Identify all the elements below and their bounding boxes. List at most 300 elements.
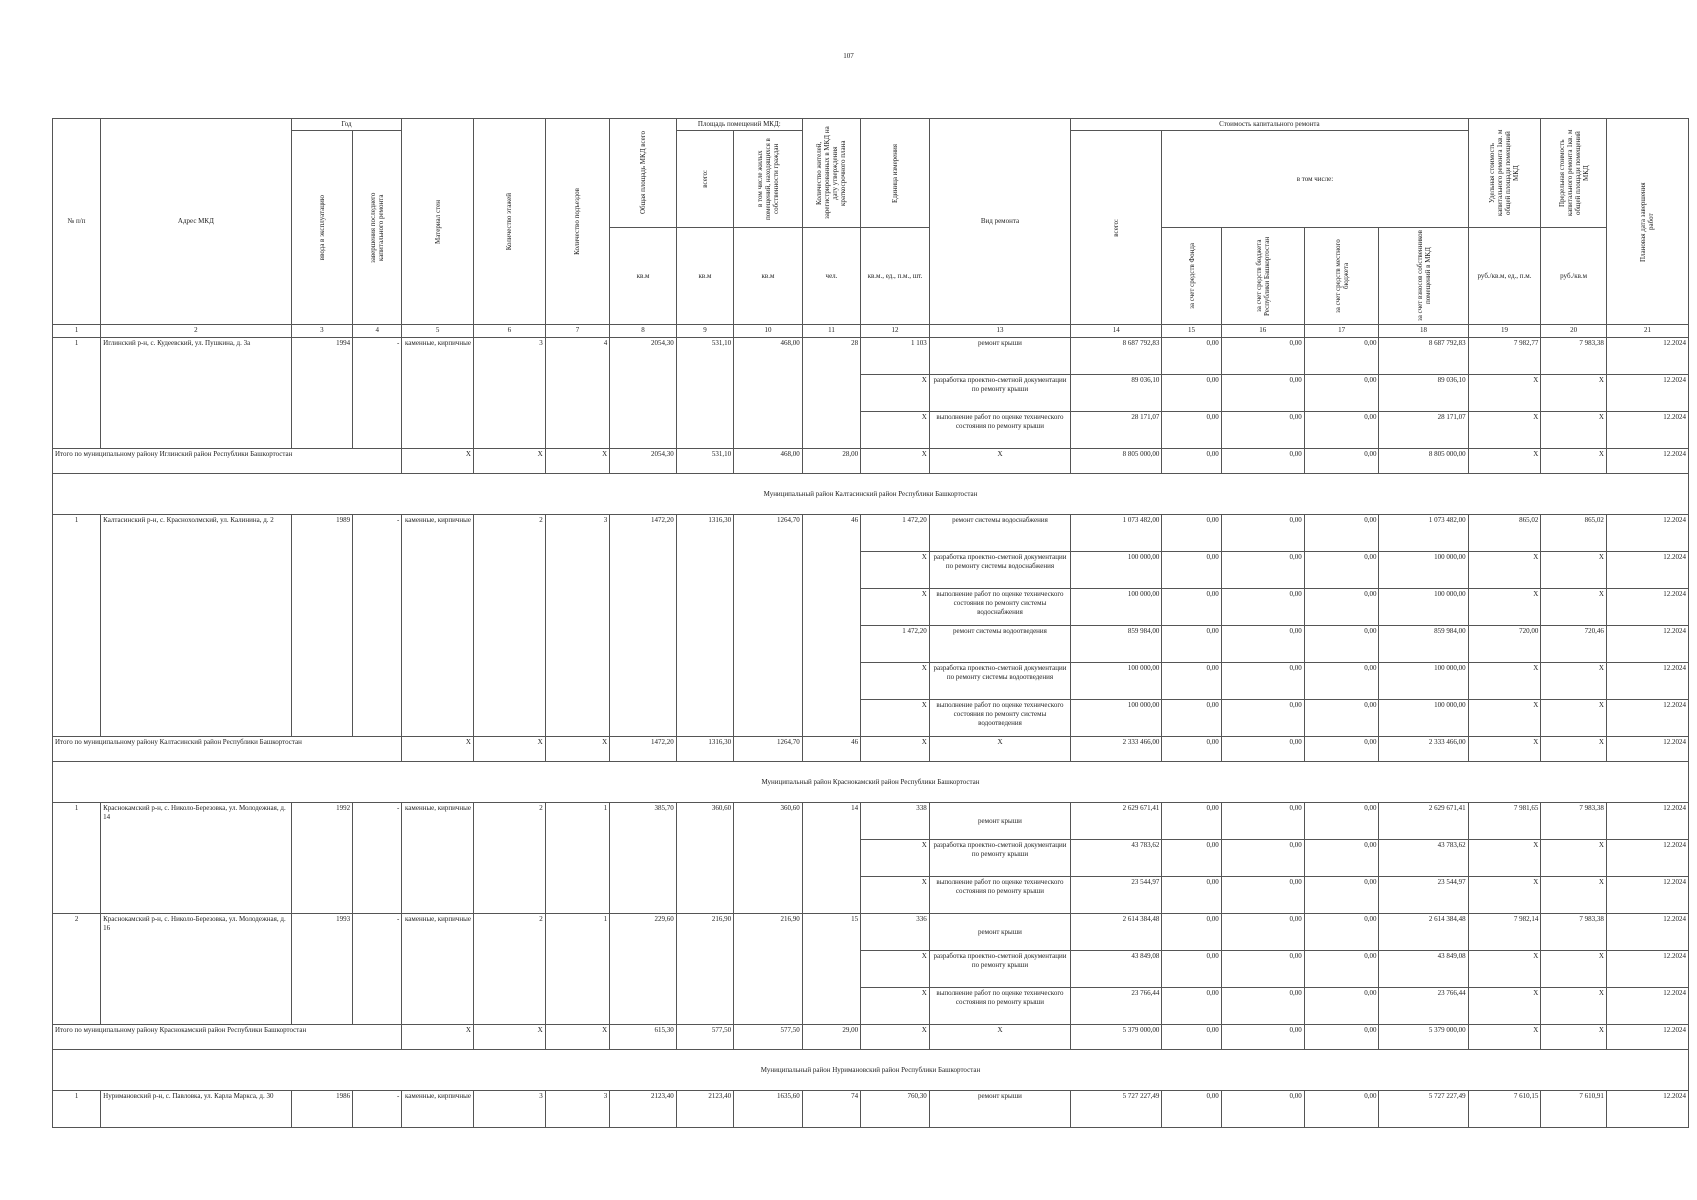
total-label: Итого по муниципальному району Иглинский район Республики Башкортостан [53, 449, 402, 474]
date-cell: 12.2024 [1606, 914, 1688, 951]
premises-cell: 531,10 [676, 338, 733, 449]
total-residents: 28,00 [802, 449, 860, 474]
year-cell: 1993 [291, 914, 352, 1025]
header-work-type: Вид ремонта [929, 119, 1070, 325]
residents-cell: 46 [802, 515, 860, 737]
cost-fund-cell: 0,00 [1162, 914, 1221, 951]
total-area: 1472,20 [610, 737, 677, 762]
unit-cost-cell: 720,00 [1468, 626, 1541, 663]
cost-local-cell: 0,00 [1304, 877, 1379, 914]
last-repair-cell: - [353, 914, 402, 1025]
date-cell: 12.2024 [1606, 663, 1688, 700]
unit-cost-cell: Х [1468, 700, 1541, 737]
col-number: 5 [402, 325, 474, 338]
floors-cell: 3 [473, 1091, 545, 1128]
col-number: 4 [353, 325, 402, 338]
cost-cell: 89 036,10 [1071, 375, 1162, 412]
total-unit-cost: Х [1468, 737, 1541, 762]
header-max-cost: Предельная стоимость капитального ремонта 1кв. м общей площади помещений МКД [1541, 119, 1607, 228]
residents-cell: 28 [802, 338, 860, 449]
capital-repair-table [52, 118, 1689, 1128]
header-floors: Количество этажей [473, 119, 545, 325]
total-cost-republic: 0,00 [1221, 449, 1304, 474]
total-max-cost: Х [1541, 449, 1607, 474]
total-cost-fund: 0,00 [1162, 737, 1221, 762]
unit-cell: кв.м [676, 228, 733, 325]
cost-republic-cell: 0,00 [1221, 375, 1304, 412]
total-residential: 577,50 [734, 1025, 803, 1050]
work-type-cell: выполнение работ по оценке технического состояния по ремонту системы водоотведения [929, 700, 1070, 737]
cost-local-cell: 0,00 [1304, 803, 1379, 840]
total-unit: Х [861, 449, 930, 474]
cost-cell: 23 766,44 [1071, 988, 1162, 1025]
work-type-cell: ремонт крыши [929, 803, 1070, 840]
total-max-cost: Х [1541, 1025, 1607, 1050]
total-cost-local: 0,00 [1304, 449, 1379, 474]
cost-republic-cell: 0,00 [1221, 988, 1304, 1025]
total-floors: Х [473, 449, 545, 474]
header-year-last-repair: завершения последнего капитального ремонта [353, 131, 402, 325]
unit-cell: Х [861, 663, 930, 700]
cost-cell: 859 984,00 [1071, 626, 1162, 663]
page-number: 107 [843, 52, 854, 60]
total-label: Итого по муниципальному району Краснокамский район Республики Башкортостан [53, 1025, 402, 1050]
total-entrances: Х [545, 449, 610, 474]
date-cell: 12.2024 [1606, 589, 1688, 626]
header-unit-cost: Удельная стоимость капитального ремонта 1кв. м общей площади помещений МКД [1468, 119, 1541, 228]
cost-fund-cell: 0,00 [1162, 412, 1221, 449]
cost-cell: 5 727 227,49 [1071, 1091, 1162, 1128]
row-number: 1 [53, 515, 101, 737]
cost-fund-cell: 0,00 [1162, 840, 1221, 877]
total-entrances: Х [545, 737, 610, 762]
total-cost-fund: 0,00 [1162, 1025, 1221, 1050]
row-number: 1 [53, 803, 101, 914]
col-number: 6 [473, 325, 545, 338]
unit-cell: Х [861, 951, 930, 988]
unit-cell: чел. [802, 228, 860, 325]
cost-owners-cell: 23 544,97 [1379, 877, 1468, 914]
cost-owners-cell: 100 000,00 [1379, 589, 1468, 626]
col-number: 16 [1221, 325, 1304, 338]
cost-owners-cell: 43 849,08 [1379, 951, 1468, 988]
cost-owners-cell: 100 000,00 [1379, 700, 1468, 737]
residential-cell: 360,60 [734, 803, 803, 914]
work-type-cell: разработка проектно-сметной документации по ремонту системы водоснабжения [929, 552, 1070, 589]
total-floors: Х [473, 1025, 545, 1050]
work-type-cell: выполнение работ по оценке технического состояния по ремонту крыши [929, 988, 1070, 1025]
header-cost-local: за счет средств местного бюджета [1304, 228, 1379, 325]
cost-local-cell: 0,00 [1304, 589, 1379, 626]
col-number: 3 [291, 325, 352, 338]
unit-cell: Х [861, 840, 930, 877]
cost-cell: 100 000,00 [1071, 589, 1162, 626]
max-cost-cell: 865,02 [1541, 515, 1607, 552]
total-premises: 1316,30 [676, 737, 733, 762]
header-total-area: Общая площадь МКД всего [610, 119, 677, 228]
unit-cell: Х [861, 589, 930, 626]
total-max-cost: Х [1541, 737, 1607, 762]
cost-cell: 8 687 792,83 [1071, 338, 1162, 375]
cost-local-cell: 0,00 [1304, 700, 1379, 737]
table-row [53, 803, 1689, 840]
floors-cell: 3 [473, 338, 545, 449]
unit-cell: 1 103 [861, 338, 930, 375]
unit-cell: Х [861, 375, 930, 412]
unit-cost-cell: Х [1468, 877, 1541, 914]
header-cost-fund: за счет средств Фонда [1162, 228, 1221, 325]
unit-cost-cell: Х [1468, 951, 1541, 988]
cost-cell: 43 783,62 [1071, 840, 1162, 877]
table-row [53, 1091, 1689, 1128]
cost-cell: 23 544,97 [1071, 877, 1162, 914]
address-cell: Иглинский р-н, с. Кудеевский, ул. Пушкина, д. 3а [101, 338, 292, 449]
total-cost-local: 0,00 [1304, 1025, 1379, 1050]
max-cost-cell: Х [1541, 988, 1607, 1025]
unit-cell: Х [861, 700, 930, 737]
material-cell: каменные, кирпичные [402, 1091, 474, 1128]
cost-local-cell: 0,00 [1304, 375, 1379, 412]
total-cost: 5 379 000,00 [1071, 1025, 1162, 1050]
work-type-cell: разработка проектно-сметной документации по ремонту крыши [929, 951, 1070, 988]
cost-owners-cell: 100 000,00 [1379, 552, 1468, 589]
header-material: Материал стен [402, 119, 474, 325]
address-cell: Краснокамский р-н, с. Николо-Березовка, ул. Молодежная, д. 16 [101, 914, 292, 1025]
residents-cell: 14 [802, 803, 860, 914]
unit-cell: кв.м., ед., п.м., шт. [861, 228, 930, 325]
section-row [53, 762, 1689, 803]
total-area: 615,30 [610, 1025, 677, 1050]
total-cost-owners: 2 333 466,00 [1379, 737, 1468, 762]
header-residents: Количество жителей, зарегистрированных в МКД на дату утверждения краткосрочного плана [802, 119, 860, 228]
unit-cell: 336 [861, 914, 930, 951]
cost-local-cell: 0,00 [1304, 412, 1379, 449]
total-unit-cost: Х [1468, 1025, 1541, 1050]
col-number: 18 [1379, 325, 1468, 338]
total-cost-owners: 8 805 000,00 [1379, 449, 1468, 474]
total-row [53, 737, 1689, 762]
header-year-commission: ввода в эксплуатацию [291, 131, 352, 325]
total-date: 12.2024 [1606, 737, 1688, 762]
work-type-cell: ремонт системы водоотведения [929, 626, 1070, 663]
residential-cell: 468,00 [734, 338, 803, 449]
unit-cell: 338 [861, 803, 930, 840]
date-cell: 12.2024 [1606, 1091, 1688, 1128]
cost-owners-cell: 89 036,10 [1379, 375, 1468, 412]
material-cell: каменные, кирпичные [402, 515, 474, 737]
total-entrances: Х [545, 1025, 610, 1050]
cost-fund-cell: 0,00 [1162, 375, 1221, 412]
header-unit: Единица измерения [861, 119, 930, 228]
header-premises-total: всего: [676, 131, 733, 228]
cost-local-cell: 0,00 [1304, 515, 1379, 552]
header-address: Адрес МКД [101, 119, 292, 325]
cost-cell: 28 171,07 [1071, 412, 1162, 449]
material-cell: каменные, кирпичные [402, 803, 474, 914]
cost-fund-cell: 0,00 [1162, 700, 1221, 737]
cost-owners-cell: 23 766,44 [1379, 988, 1468, 1025]
col-number: 14 [1071, 325, 1162, 338]
cost-republic-cell: 0,00 [1221, 552, 1304, 589]
cost-fund-cell: 0,00 [1162, 663, 1221, 700]
unit-cost-cell: 7 982,77 [1468, 338, 1541, 375]
unit-cost-cell: Х [1468, 840, 1541, 877]
total-work-type: Х [929, 737, 1070, 762]
date-cell: 12.2024 [1606, 803, 1688, 840]
total-row [53, 449, 1689, 474]
unit-cost-cell: Х [1468, 552, 1541, 589]
last-repair-cell: - [353, 1091, 402, 1128]
max-cost-cell: Х [1541, 552, 1607, 589]
premises-cell: 216,90 [676, 914, 733, 1025]
unit-cost-cell: 865,02 [1468, 515, 1541, 552]
unit-cost-cell: 7 981,65 [1468, 803, 1541, 840]
residents-cell: 15 [802, 914, 860, 1025]
date-cell: 12.2024 [1606, 840, 1688, 877]
cost-fund-cell: 0,00 [1162, 877, 1221, 914]
total-unit: Х [861, 1025, 930, 1050]
header-premises-residential: в том числе жилых помещений, находящихся в собственности граждан [734, 131, 803, 228]
cost-local-cell: 0,00 [1304, 626, 1379, 663]
area-cell: 2123,40 [610, 1091, 677, 1128]
col-number: 11 [802, 325, 860, 338]
area-cell: 229,60 [610, 914, 677, 1025]
col-number: 10 [734, 325, 803, 338]
cost-owners-cell: 2 614 384,48 [1379, 914, 1468, 951]
total-residents: 46 [802, 737, 860, 762]
cost-owners-cell: 100 000,00 [1379, 663, 1468, 700]
total-work-type: Х [929, 1025, 1070, 1050]
address-cell: Нуримановский р-н, с. Павловка, ул. Карла Маркса, д. 30 [101, 1091, 292, 1128]
total-floors: Х [473, 737, 545, 762]
max-cost-cell: 7 983,38 [1541, 338, 1607, 375]
max-cost-cell: Х [1541, 589, 1607, 626]
col-number: 9 [676, 325, 733, 338]
total-unit-cost: Х [1468, 449, 1541, 474]
col-number: 8 [610, 325, 677, 338]
unit-cell: кв.м [734, 228, 803, 325]
cost-local-cell: 0,00 [1304, 338, 1379, 375]
date-cell: 12.2024 [1606, 412, 1688, 449]
year-cell: 1994 [291, 338, 352, 449]
residential-cell: 216,90 [734, 914, 803, 1025]
table-row [53, 515, 1689, 552]
work-type-cell: разработка проектно-сметной документации по ремонту крыши [929, 375, 1070, 412]
col-number: 12 [861, 325, 930, 338]
unit-cell: Х [861, 877, 930, 914]
material-cell: каменные, кирпичные [402, 914, 474, 1025]
total-premises: 577,50 [676, 1025, 733, 1050]
entrances-cell: 1 [545, 803, 610, 914]
header-cost-incl: в том числе: [1162, 131, 1468, 228]
col-number: 7 [545, 325, 610, 338]
work-type-cell: ремонт крыши [929, 338, 1070, 375]
header-entrances: Количество подъездов [545, 119, 610, 325]
row-number: 1 [53, 338, 101, 449]
cost-owners-cell: 859 984,00 [1379, 626, 1468, 663]
cost-cell: 100 000,00 [1071, 663, 1162, 700]
unit-cell: 760,30 [861, 1091, 930, 1128]
year-cell: 1986 [291, 1091, 352, 1128]
date-cell: 12.2024 [1606, 877, 1688, 914]
cost-republic-cell: 0,00 [1221, 1091, 1304, 1128]
table-row [53, 338, 1689, 375]
unit-cell: кв.м [610, 228, 677, 325]
cost-owners-cell: 28 171,07 [1379, 412, 1468, 449]
cost-local-cell: 0,00 [1304, 988, 1379, 1025]
date-cell: 12.2024 [1606, 552, 1688, 589]
max-cost-cell: Х [1541, 951, 1607, 988]
premises-cell: 360,60 [676, 803, 733, 914]
residential-cell: 1264,70 [734, 515, 803, 737]
total-residential: 1264,70 [734, 737, 803, 762]
column-numbers-row [53, 325, 1689, 338]
unit-cost-cell: Х [1468, 375, 1541, 412]
floors-cell: 2 [473, 803, 545, 914]
work-type-cell: выполнение работ по оценке технического состояния по ремонту системы водоснабжения [929, 589, 1070, 626]
cost-republic-cell: 0,00 [1221, 626, 1304, 663]
cost-republic-cell: 0,00 [1221, 840, 1304, 877]
unit-cost-cell: Х [1468, 988, 1541, 1025]
total-cost: 8 805 000,00 [1071, 449, 1162, 474]
address-cell: Калтасинский р-н, с. Краснохолмский, ул. Калинина, д. 2 [101, 515, 292, 737]
total-residential: 468,00 [734, 449, 803, 474]
unit-cell: Х [861, 412, 930, 449]
cost-republic-cell: 0,00 [1221, 663, 1304, 700]
total-material: Х [402, 737, 474, 762]
cost-fund-cell: 0,00 [1162, 338, 1221, 375]
unit-cell: руб./кв.м [1541, 228, 1607, 325]
cost-republic-cell: 0,00 [1221, 951, 1304, 988]
cost-fund-cell: 0,00 [1162, 988, 1221, 1025]
cost-fund-cell: 0,00 [1162, 1091, 1221, 1128]
col-number: 13 [929, 325, 1070, 338]
total-date: 12.2024 [1606, 1025, 1688, 1050]
cost-local-cell: 0,00 [1304, 552, 1379, 589]
date-cell: 12.2024 [1606, 700, 1688, 737]
cost-local-cell: 0,00 [1304, 840, 1379, 877]
cost-republic-cell: 0,00 [1221, 914, 1304, 951]
cost-republic-cell: 0,00 [1221, 700, 1304, 737]
cost-republic-cell: 0,00 [1221, 515, 1304, 552]
unit-cost-cell: Х [1468, 663, 1541, 700]
entrances-cell: 3 [545, 515, 610, 737]
work-type-cell: разработка проектно-сметной документации по ремонту системы водоотведения [929, 663, 1070, 700]
cost-fund-cell: 0,00 [1162, 552, 1221, 589]
unit-cell: 1 472,20 [861, 515, 930, 552]
entrances-cell: 4 [545, 338, 610, 449]
floors-cell: 2 [473, 515, 545, 737]
table-header [53, 119, 1689, 338]
max-cost-cell: Х [1541, 412, 1607, 449]
table-row [53, 914, 1689, 951]
total-cost-republic: 0,00 [1221, 737, 1304, 762]
col-number: 19 [1468, 325, 1541, 338]
total-cost-owners: 5 379 000,00 [1379, 1025, 1468, 1050]
total-material: Х [402, 1025, 474, 1050]
total-label: Итого по муниципальному району Калтасинский район Республики Башкортостан [53, 737, 402, 762]
cost-cell: 2 614 384,48 [1071, 914, 1162, 951]
year-cell: 1989 [291, 515, 352, 737]
cost-republic-cell: 0,00 [1221, 877, 1304, 914]
row-number: 1 [53, 1091, 101, 1128]
col-number: 2 [101, 325, 292, 338]
max-cost-cell: 7 983,38 [1541, 914, 1607, 951]
section-title: Муниципальный район Нуримановский район Республики Башкортостан [53, 1050, 1689, 1091]
unit-cell: руб./кв.м, ед., п.м. [1468, 228, 1541, 325]
last-repair-cell: - [353, 803, 402, 914]
work-type-cell: выполнение работ по оценке технического состояния по ремонту крыши [929, 877, 1070, 914]
section-row [53, 474, 1689, 515]
cost-local-cell: 0,00 [1304, 1091, 1379, 1128]
last-repair-cell: - [353, 515, 402, 737]
cost-republic-cell: 0,00 [1221, 338, 1304, 375]
total-premises: 531,10 [676, 449, 733, 474]
total-area: 2054,30 [610, 449, 677, 474]
total-residents: 29,00 [802, 1025, 860, 1050]
address-cell: Краснокамский р-н, с. Николо-Березовка, ул. Молодежная, д. 14 [101, 803, 292, 914]
entrances-cell: 1 [545, 914, 610, 1025]
header-cost-total: всего: [1071, 131, 1162, 325]
header-cost: Стоимость капитального ремонта [1071, 119, 1468, 131]
work-type-cell: ремонт крыши [929, 1091, 1070, 1128]
cost-cell: 100 000,00 [1071, 552, 1162, 589]
residential-cell: 1635,60 [734, 1091, 803, 1128]
cost-cell: 2 629 671,41 [1071, 803, 1162, 840]
cost-cell: 100 000,00 [1071, 700, 1162, 737]
total-cost: 2 333 466,00 [1071, 737, 1162, 762]
cost-republic-cell: 0,00 [1221, 589, 1304, 626]
header-year: Год [291, 119, 402, 131]
header-premises: Площадь помещений МКД: [676, 119, 802, 131]
col-number: 1 [53, 325, 101, 338]
header-n: № п/п [53, 119, 101, 325]
cost-local-cell: 0,00 [1304, 951, 1379, 988]
total-cost-local: 0,00 [1304, 737, 1379, 762]
premises-cell: 2123,40 [676, 1091, 733, 1128]
max-cost-cell: 7 983,38 [1541, 803, 1607, 840]
date-cell: 12.2024 [1606, 626, 1688, 663]
floors-cell: 2 [473, 914, 545, 1025]
date-cell: 12.2024 [1606, 515, 1688, 552]
total-date: 12.2024 [1606, 449, 1688, 474]
material-cell: каменные, кирпичные [402, 338, 474, 449]
premises-cell: 1316,30 [676, 515, 733, 737]
total-unit: Х [861, 737, 930, 762]
section-title: Муниципальный район Краснокамский район Республики Башкортостан [53, 762, 1689, 803]
area-cell: 1472,20 [610, 515, 677, 737]
cost-fund-cell: 0,00 [1162, 803, 1221, 840]
max-cost-cell: 720,46 [1541, 626, 1607, 663]
total-cost-republic: 0,00 [1221, 1025, 1304, 1050]
col-number: 17 [1304, 325, 1379, 338]
col-number: 20 [1541, 325, 1607, 338]
date-cell: 12.2024 [1606, 951, 1688, 988]
unit-cell: 1 472,20 [861, 626, 930, 663]
row-number: 2 [53, 914, 101, 1025]
date-cell: 12.2024 [1606, 338, 1688, 375]
cost-cell: 1 073 482,00 [1071, 515, 1162, 552]
last-repair-cell: - [353, 338, 402, 449]
work-type-cell: выполнение работ по оценке технического состояния по ремонту крыши [929, 412, 1070, 449]
unit-cell: Х [861, 988, 930, 1025]
total-material: Х [402, 449, 474, 474]
cost-owners-cell: 1 073 482,00 [1379, 515, 1468, 552]
cost-cell: 43 849,08 [1071, 951, 1162, 988]
cost-owners-cell: 8 687 792,83 [1379, 338, 1468, 375]
area-cell: 2054,30 [610, 338, 677, 449]
unit-cost-cell: 7 982,14 [1468, 914, 1541, 951]
